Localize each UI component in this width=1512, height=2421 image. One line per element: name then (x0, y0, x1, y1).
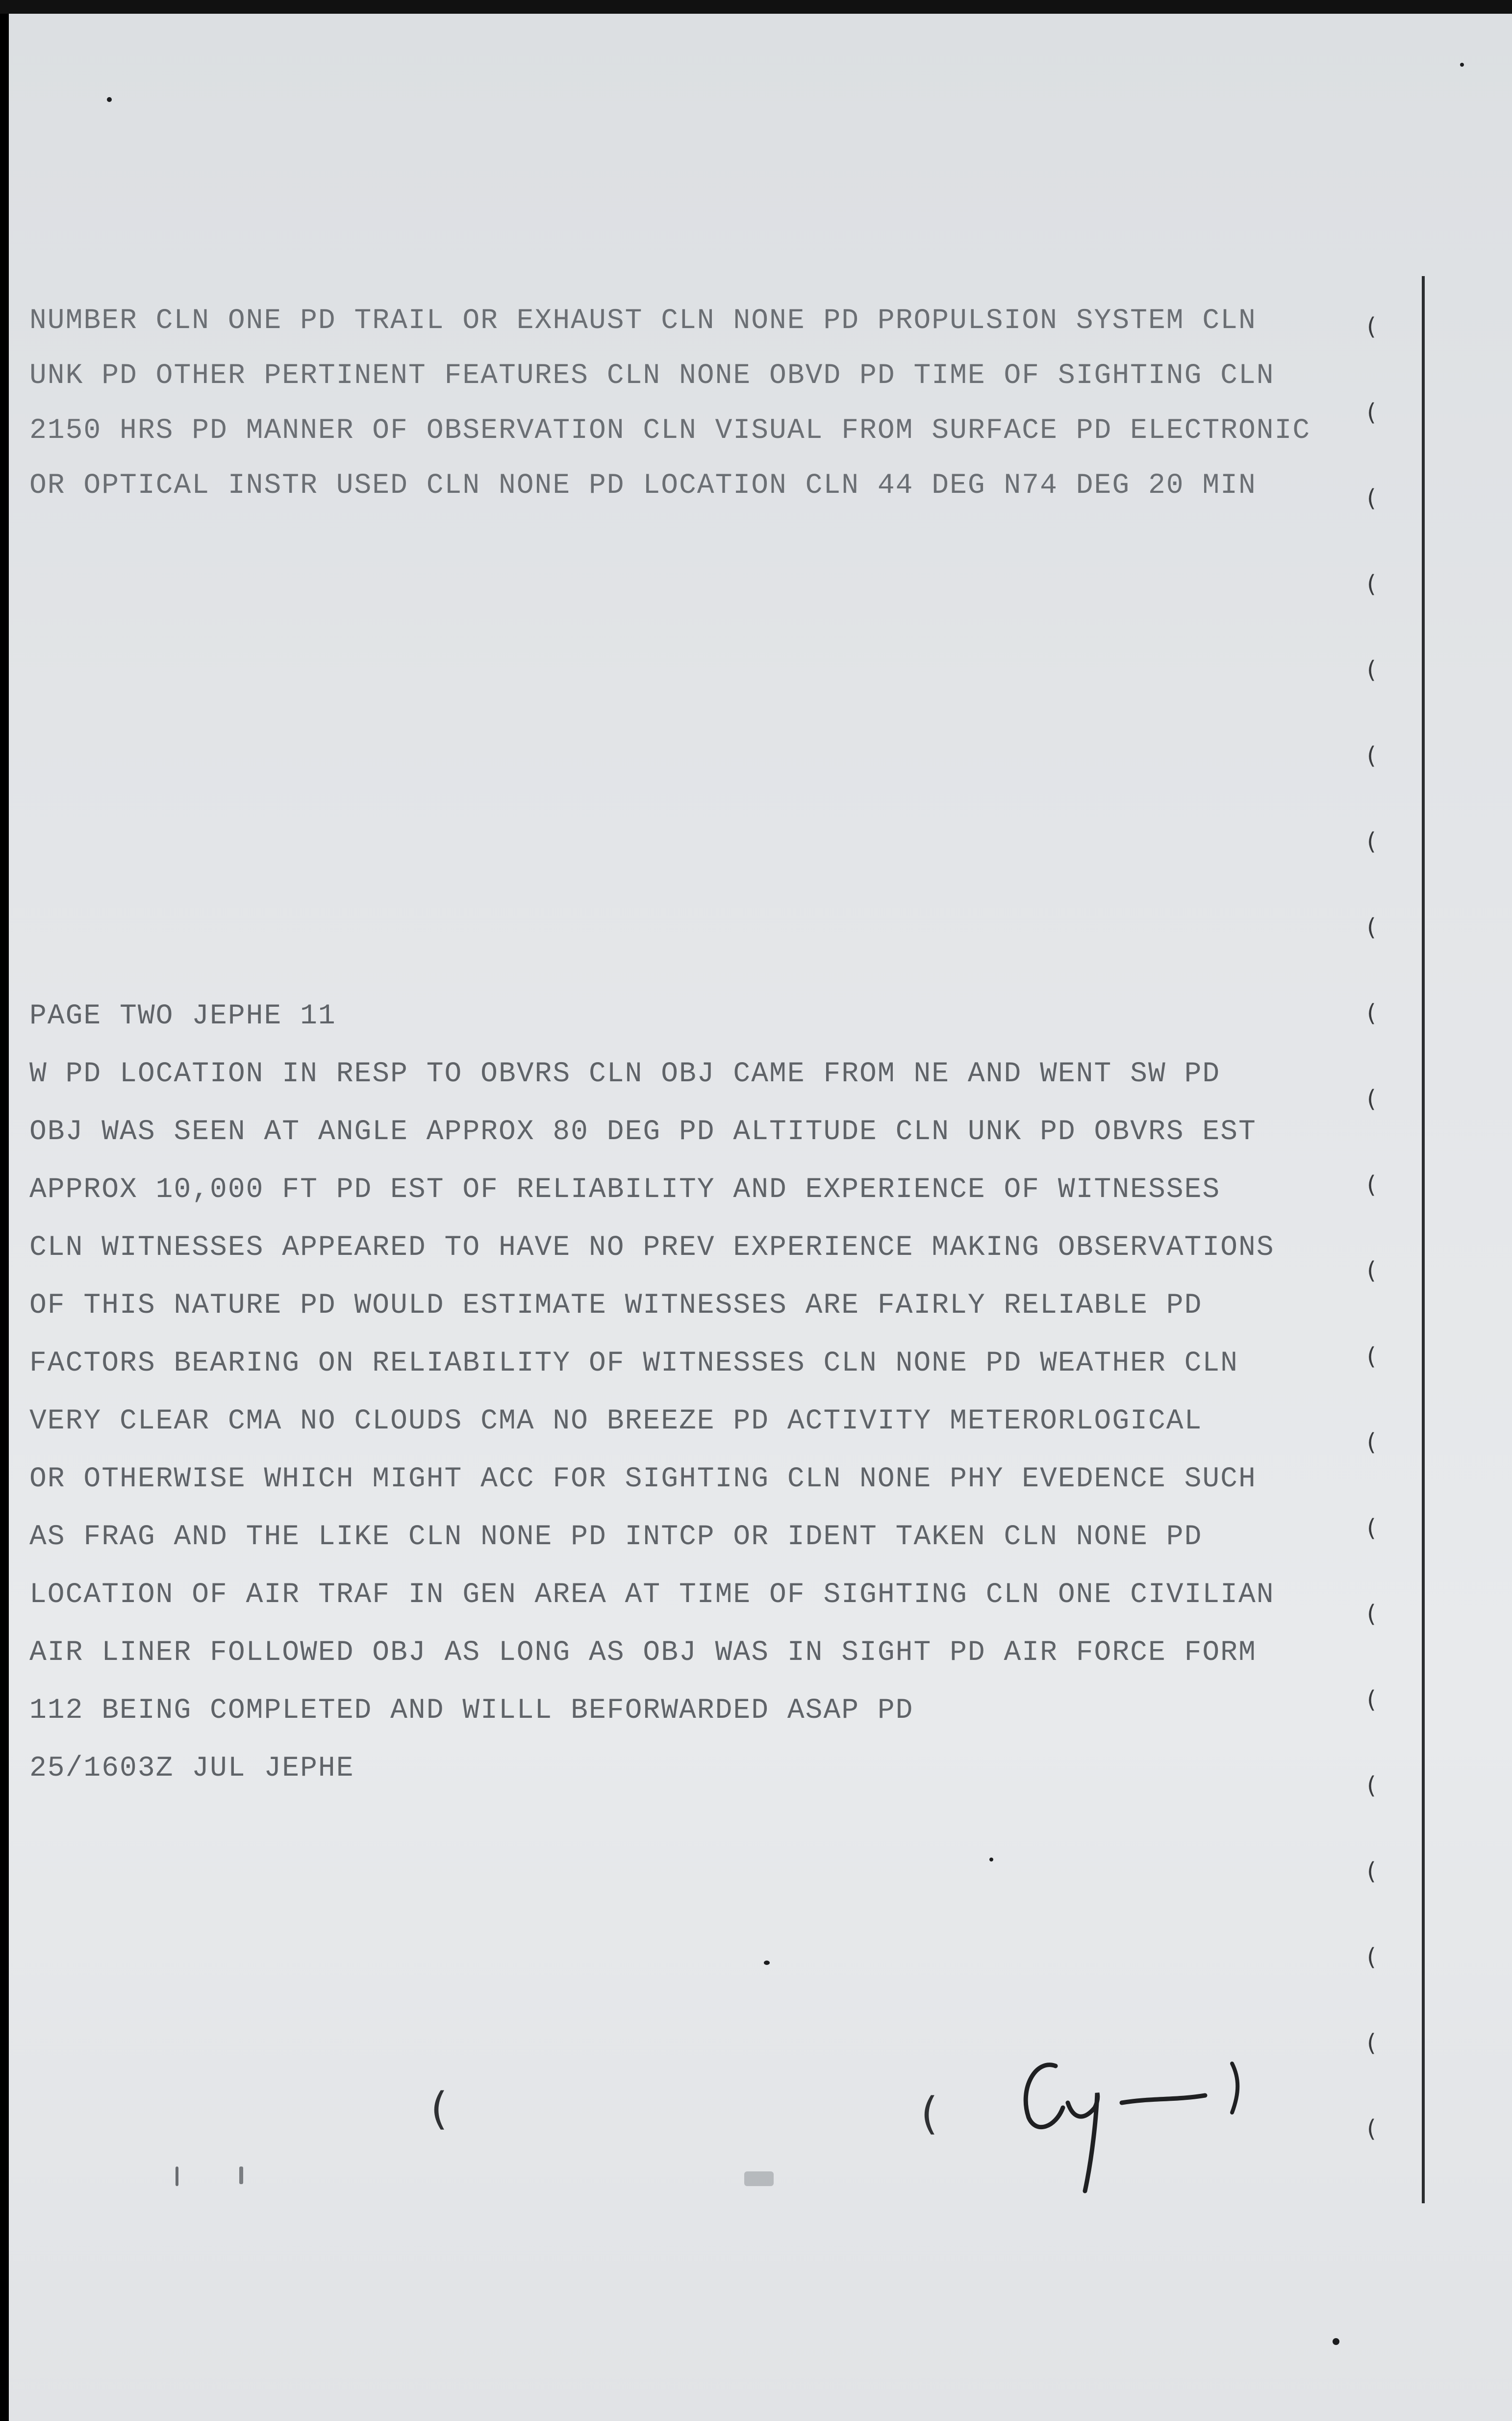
teletype-page (9, 14, 1512, 2421)
date-time-group-line: 25/1603Z JUL JEPHE (29, 1753, 354, 1784)
message-line: APPROX 10,000 FT PD EST OF RELIABILITY AND EXPERIENCE OF WITNESSES (29, 1174, 1221, 1206)
message-line: AS FRAG AND THE LIKE CLN NONE PD INTCP OR IDENT TAKEN CLN NONE PD (29, 1521, 1203, 1553)
sprocket-hole-icon: ( (1367, 1943, 1376, 1971)
sprocket-hole-icon: ( (1367, 828, 1376, 855)
sprocket-hole-icon: ( (1367, 570, 1376, 598)
film-border-top (0, 0, 1512, 14)
sprocket-hole-icon: ( (1367, 1428, 1376, 1456)
sprocket-hole-icon: ( (1367, 1085, 1376, 1113)
sprocket-hole-icon: ( (1367, 313, 1376, 340)
sprocket-hole-icon: ( (1367, 1514, 1376, 1542)
sprocket-hole-icon: ( (1367, 1171, 1376, 1198)
bracket-mark-icon: ( (430, 2083, 448, 2135)
dust-speck (1460, 63, 1464, 67)
bracket-mark-icon: ( (921, 2088, 938, 2140)
dust-speck (176, 2166, 178, 2186)
message-line: OR OTHERWISE WHICH MIGHT ACC FOR SIGHTING CLN NONE PHY EVEDENCE SUCH (29, 1463, 1257, 1495)
page-header-line: PAGE TWO JEPHE 11 (29, 1000, 336, 1032)
message-line: OR OPTICAL INSTR USED CLN NONE PD LOCATION CLN 44 DEG N74 DEG 20 MIN (29, 470, 1257, 502)
message-line: OBJ WAS SEEN AT ANGLE APPROX 80 DEG PD ALTITUDE CLN UNK PD OBVRS EST (29, 1116, 1257, 1148)
sprocket-hole-icon: ( (1367, 1600, 1376, 1628)
sprocket-hole-icon: ( (1367, 484, 1376, 512)
sprocket-hole-icon: ( (1367, 1257, 1376, 1284)
sprocket-hole-icon: ( (1367, 1772, 1376, 1799)
sprocket-hole-icon: ( (1367, 1686, 1376, 1713)
message-line: VERY CLEAR CMA NO CLOUDS CMA NO BREEZE PD ACTIVITY METERORLOGICAL (29, 1405, 1203, 1437)
message-line: CLN WITNESSES APPEARED TO HAVE NO PREV EXPERIENCE MAKING OBSERVATIONS (29, 1232, 1275, 1264)
sprocket-hole-icon: ( (1367, 399, 1376, 426)
dust-speck (989, 1858, 993, 1861)
sprocket-hole-icon: ( (1367, 742, 1376, 769)
sprocket-hole-icon: ( (1367, 2029, 1376, 2057)
message-line: UNK PD OTHER PERTINENT FEATURES CLN NONE OBVD PD TIME OF SIGHTING CLN (29, 360, 1275, 392)
message-line: OF THIS NATURE PD WOULD ESTIMATE WITNESSES ARE FAIRLY RELIABLE PD (29, 1290, 1203, 1322)
message-line: NUMBER CLN ONE PD TRAIL OR EXHAUST CLN NONE PD PROPULSION SYSTEM CLN (29, 305, 1257, 337)
dust-speck (744, 2171, 774, 2186)
dust-speck (107, 97, 112, 102)
sprocket-hole-icon: ( (1367, 1858, 1376, 1885)
sprocket-hole-icon: ( (1367, 2115, 1376, 2142)
sprocket-hole-icon: ( (1367, 1343, 1376, 1370)
dust-speck (1333, 2338, 1339, 2345)
sprocket-hole-icon: ( (1367, 999, 1376, 1027)
message-line: 112 BEING COMPLETED AND WILLL BEFORWARDED ASAP PD (29, 1695, 914, 1727)
handwritten-initials-icon (1009, 2044, 1254, 2211)
message-line: 2150 HRS PD MANNER OF OBSERVATION CLN VISUAL FROM SURFACE PD ELECTRONIC (29, 415, 1311, 447)
message-line: FACTORS BEARING ON RELIABILITY OF WITNESSES CLN NONE PD WEATHER CLN (29, 1348, 1238, 1379)
dust-speck (239, 2166, 243, 2184)
sprocket-hole-icon: ( (1367, 656, 1376, 684)
right-margin-rule (1422, 276, 1425, 2203)
sprocket-hole-icon: ( (1367, 914, 1376, 941)
message-line: AIR LINER FOLLOWED OBJ AS LONG AS OBJ WAS IN SIGHT PD AIR FORCE FORM (29, 1637, 1257, 1669)
message-line: LOCATION OF AIR TRAF IN GEN AREA AT TIME OF SIGHTING CLN ONE CIVILIAN (29, 1579, 1275, 1611)
message-line: W PD LOCATION IN RESP TO OBVRS CLN OBJ CAME FROM NE AND WENT SW PD (29, 1058, 1221, 1090)
dust-speck (764, 1961, 770, 1965)
